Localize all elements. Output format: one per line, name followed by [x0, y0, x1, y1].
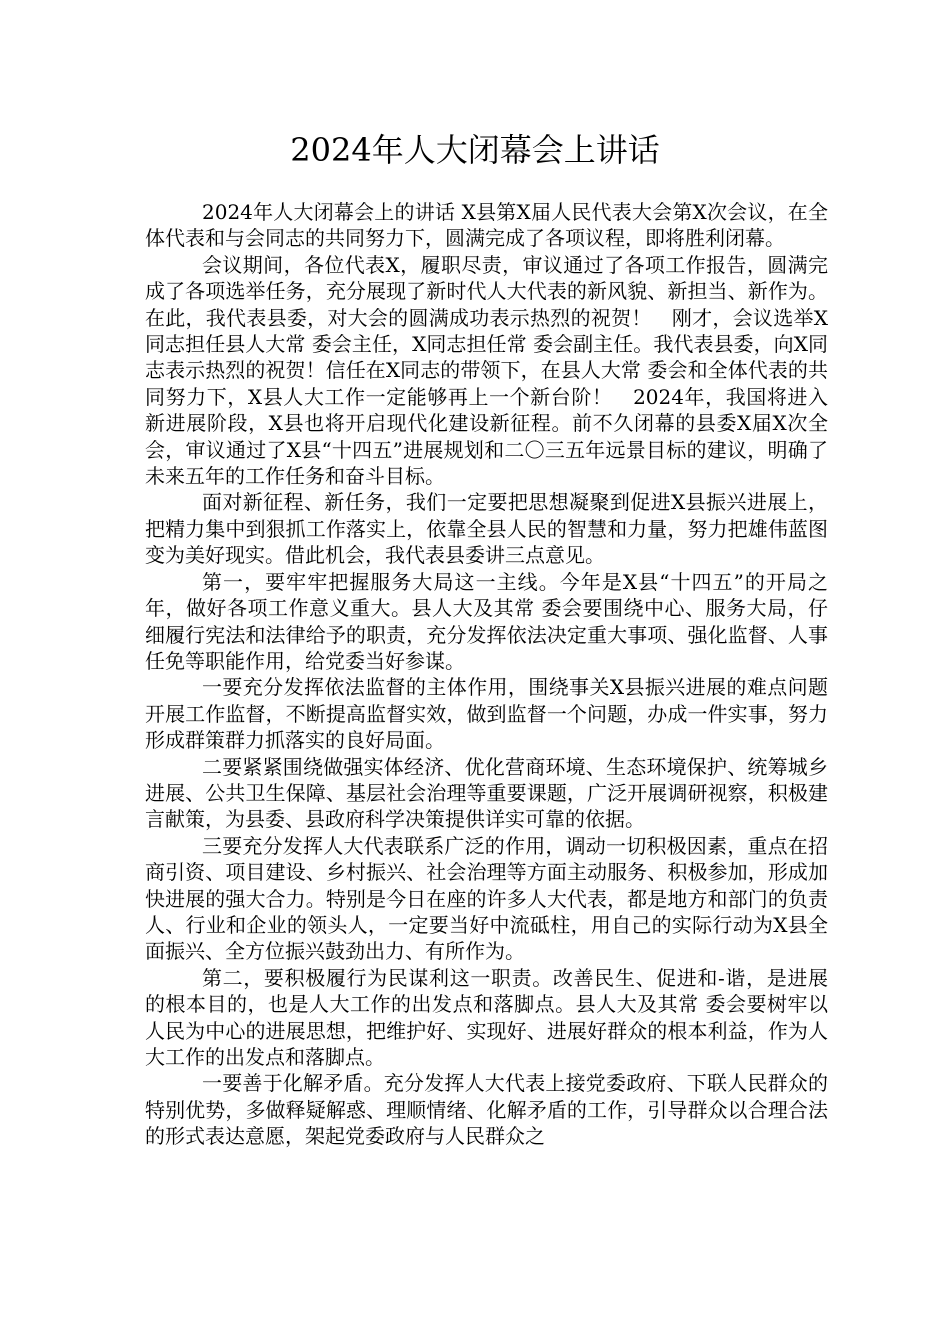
paragraph-second-point-item-1: 一要善于化解矛盾。充分发挥人大代表上接党委政府、下联人民群众的特别优势，多做释疑解惑、理顺情绪、化解矛盾的工作，引导群众以合理合法的形式表达意愿，架起党委政府与人民群众之 [145, 1071, 828, 1149]
document-title: 2024年人大闭幕会上讲话 [290, 131, 660, 169]
paragraph-first-point-item-3: 三要充分发挥人大代表联系广泛的作用，调动一切积极因素，重点在招商引资、项目建设、乡村振兴、社会治理等方面主动服务、积极参加，形成加快进展的强大合力。特别是今日在座的许多人大代表，都是地方和部门的负责人、行业和企业的领头人，一定要当好中流砥柱，用自己的实际行动为X县全面振兴、全方位振兴鼓劲出力、有所作为。 [145, 833, 828, 964]
paragraph-second-point: 第二，要积极履行为民谋利这一职责。改善民生、促进和-谐，是进展的根本目的，也是人大工作的出发点和落脚点。县人大及其常 委会要树牢以人民为中心的进展思想，把维护好、实现好、进展好群众的根本利益，作为人大工作的出发点和落脚点。 [145, 965, 828, 1069]
paragraph-first-point-item-1: 一要充分发挥依法监督的主体作用，围绕事关X县振兴进展的难点问题开展工作监督，不断提高监督实效，做到监督一个问题，办成一件实事，努力形成群策群力抓落实的良好局面。 [145, 675, 828, 753]
document-body [145, 199, 828, 1150]
paragraph-first-point-item-2: 二要紧紧围绕做强实体经济、优化营商环境、生态环境保护、统筹城乡进展、公共卫生保障、基层社会治理等重要课题，广泛开展调研视察，积极建言献策，为县委、县政府科学决策提供详实可靠的依据。 [145, 754, 828, 832]
paragraph-meeting-review: 会议期间，各位代表X，履职尽责，审议通过了各项工作报告，圆满完成了各项选举任务，充分展现了新时代人大代表的新风貌、新担当、新作为。在此，我代表县委，对大会的圆满成功表示热烈的祝贺！ 刚才，会议选举X同志担任县人大常 委会主任，X同志担任常 委会副主任。我代表县委，向X同志表示热烈的祝贺！信任在X同志的带领下，在县人大常 委会和全体代表的共同努力下，X县人大工作一定能够再上一个新台阶！ 2024年，我国将进入新进展阶段，X县也将开启现代化建设新征程。前不久闭幕的县委X届X次全会，审议通过了X县“十四五”进展规划和二〇三五年远景目标的建议，明确了未来五年的工作任务和奋斗目标。 [145, 252, 828, 489]
paragraph-new-journey: 面对新征程、新任务，我们一定要把思想凝聚到促进X县振兴进展上，把精力集中到狠抓工作落实上，依靠全县人民的智慧和力量，努力把雄伟蓝图变为美好现实。借此机会，我代表县委讲三点意见。 [145, 490, 828, 568]
paragraph-first-point: 第一，要牢牢把握服务大局这一主线。今年是X县“十四五”的开局之年，做好各项工作意义重大。县人大及其常 委会要围绕中心、服务大局，仔细履行宪法和法律给予的职责，充分发挥依法决定重大事项、强化监督、人事任免等职能作用，给党委当好参谋。 [145, 569, 828, 673]
paragraph-opening: 2024年人大闭幕会上的讲话 X县第X届人民代表大会第X次会议，在全体代表和与会同志的共同努力下，圆满完成了各项议程，即将胜利闭幕。 [145, 200, 828, 251]
